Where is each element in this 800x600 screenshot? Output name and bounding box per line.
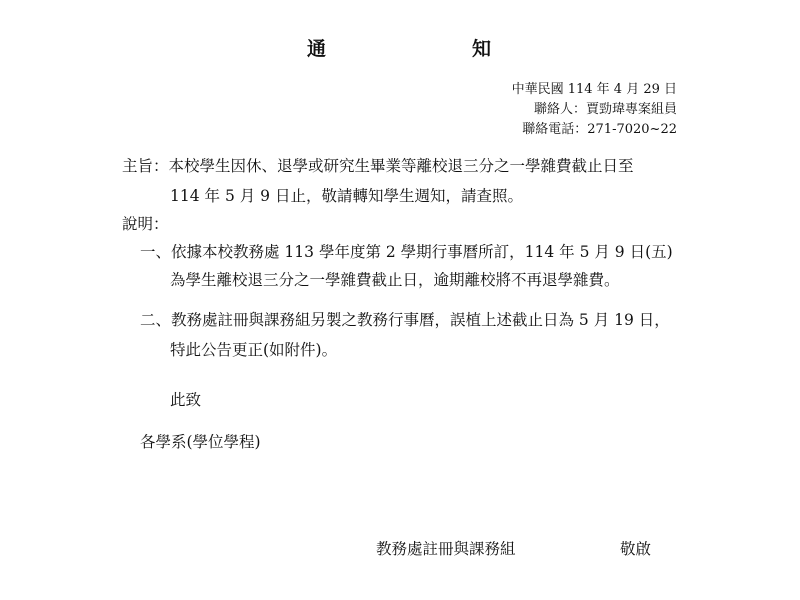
contact-person: 聯絡人：賈勁瑋專案組員: [533, 102, 677, 117]
notice-meta: [512, 80, 677, 140]
item-2-line-1: 二、教務處註冊與課務組另製之教務行事曆，誤植上述截止日為 5 月 19 日，: [140, 311, 670, 329]
subject-line-1: 主旨：本校學生因休、退學或研究生畢業等離校退三分之一學雜費截止日至: [122, 157, 634, 175]
notice-title: [300, 34, 500, 64]
explanation-heading: 說明：: [122, 215, 169, 233]
subject-line-2: 114 年 5 月 9 日止，敬請轉知學生週知，請查照。: [170, 187, 523, 205]
title-char-2: 知: [472, 38, 492, 60]
notice-date: 中華民國 114 年 4 月 29 日: [511, 82, 677, 97]
item-2-line-2: 特此公告更正(如附件)。: [170, 341, 338, 359]
contact-phone: 聯絡電話：271-7020~22: [522, 122, 677, 137]
recipient-text: 各學系(學位學程): [140, 433, 261, 451]
closing-text: 此致: [170, 391, 202, 409]
sender-organization: 教務處註冊與課務組: [376, 540, 516, 558]
item-1-line-2: 為學生離校退三分之一學雜費截止日，逾期離校將不再退學雜費。: [170, 271, 620, 289]
title-char-1: 通: [307, 38, 327, 60]
sender-signoff: 敬啟: [620, 540, 652, 558]
item-1-line-1: 一、依據本校教務處 113 學年度第 2 學期行事曆所訂，114 年 5 月 9 日(五): [140, 243, 673, 261]
